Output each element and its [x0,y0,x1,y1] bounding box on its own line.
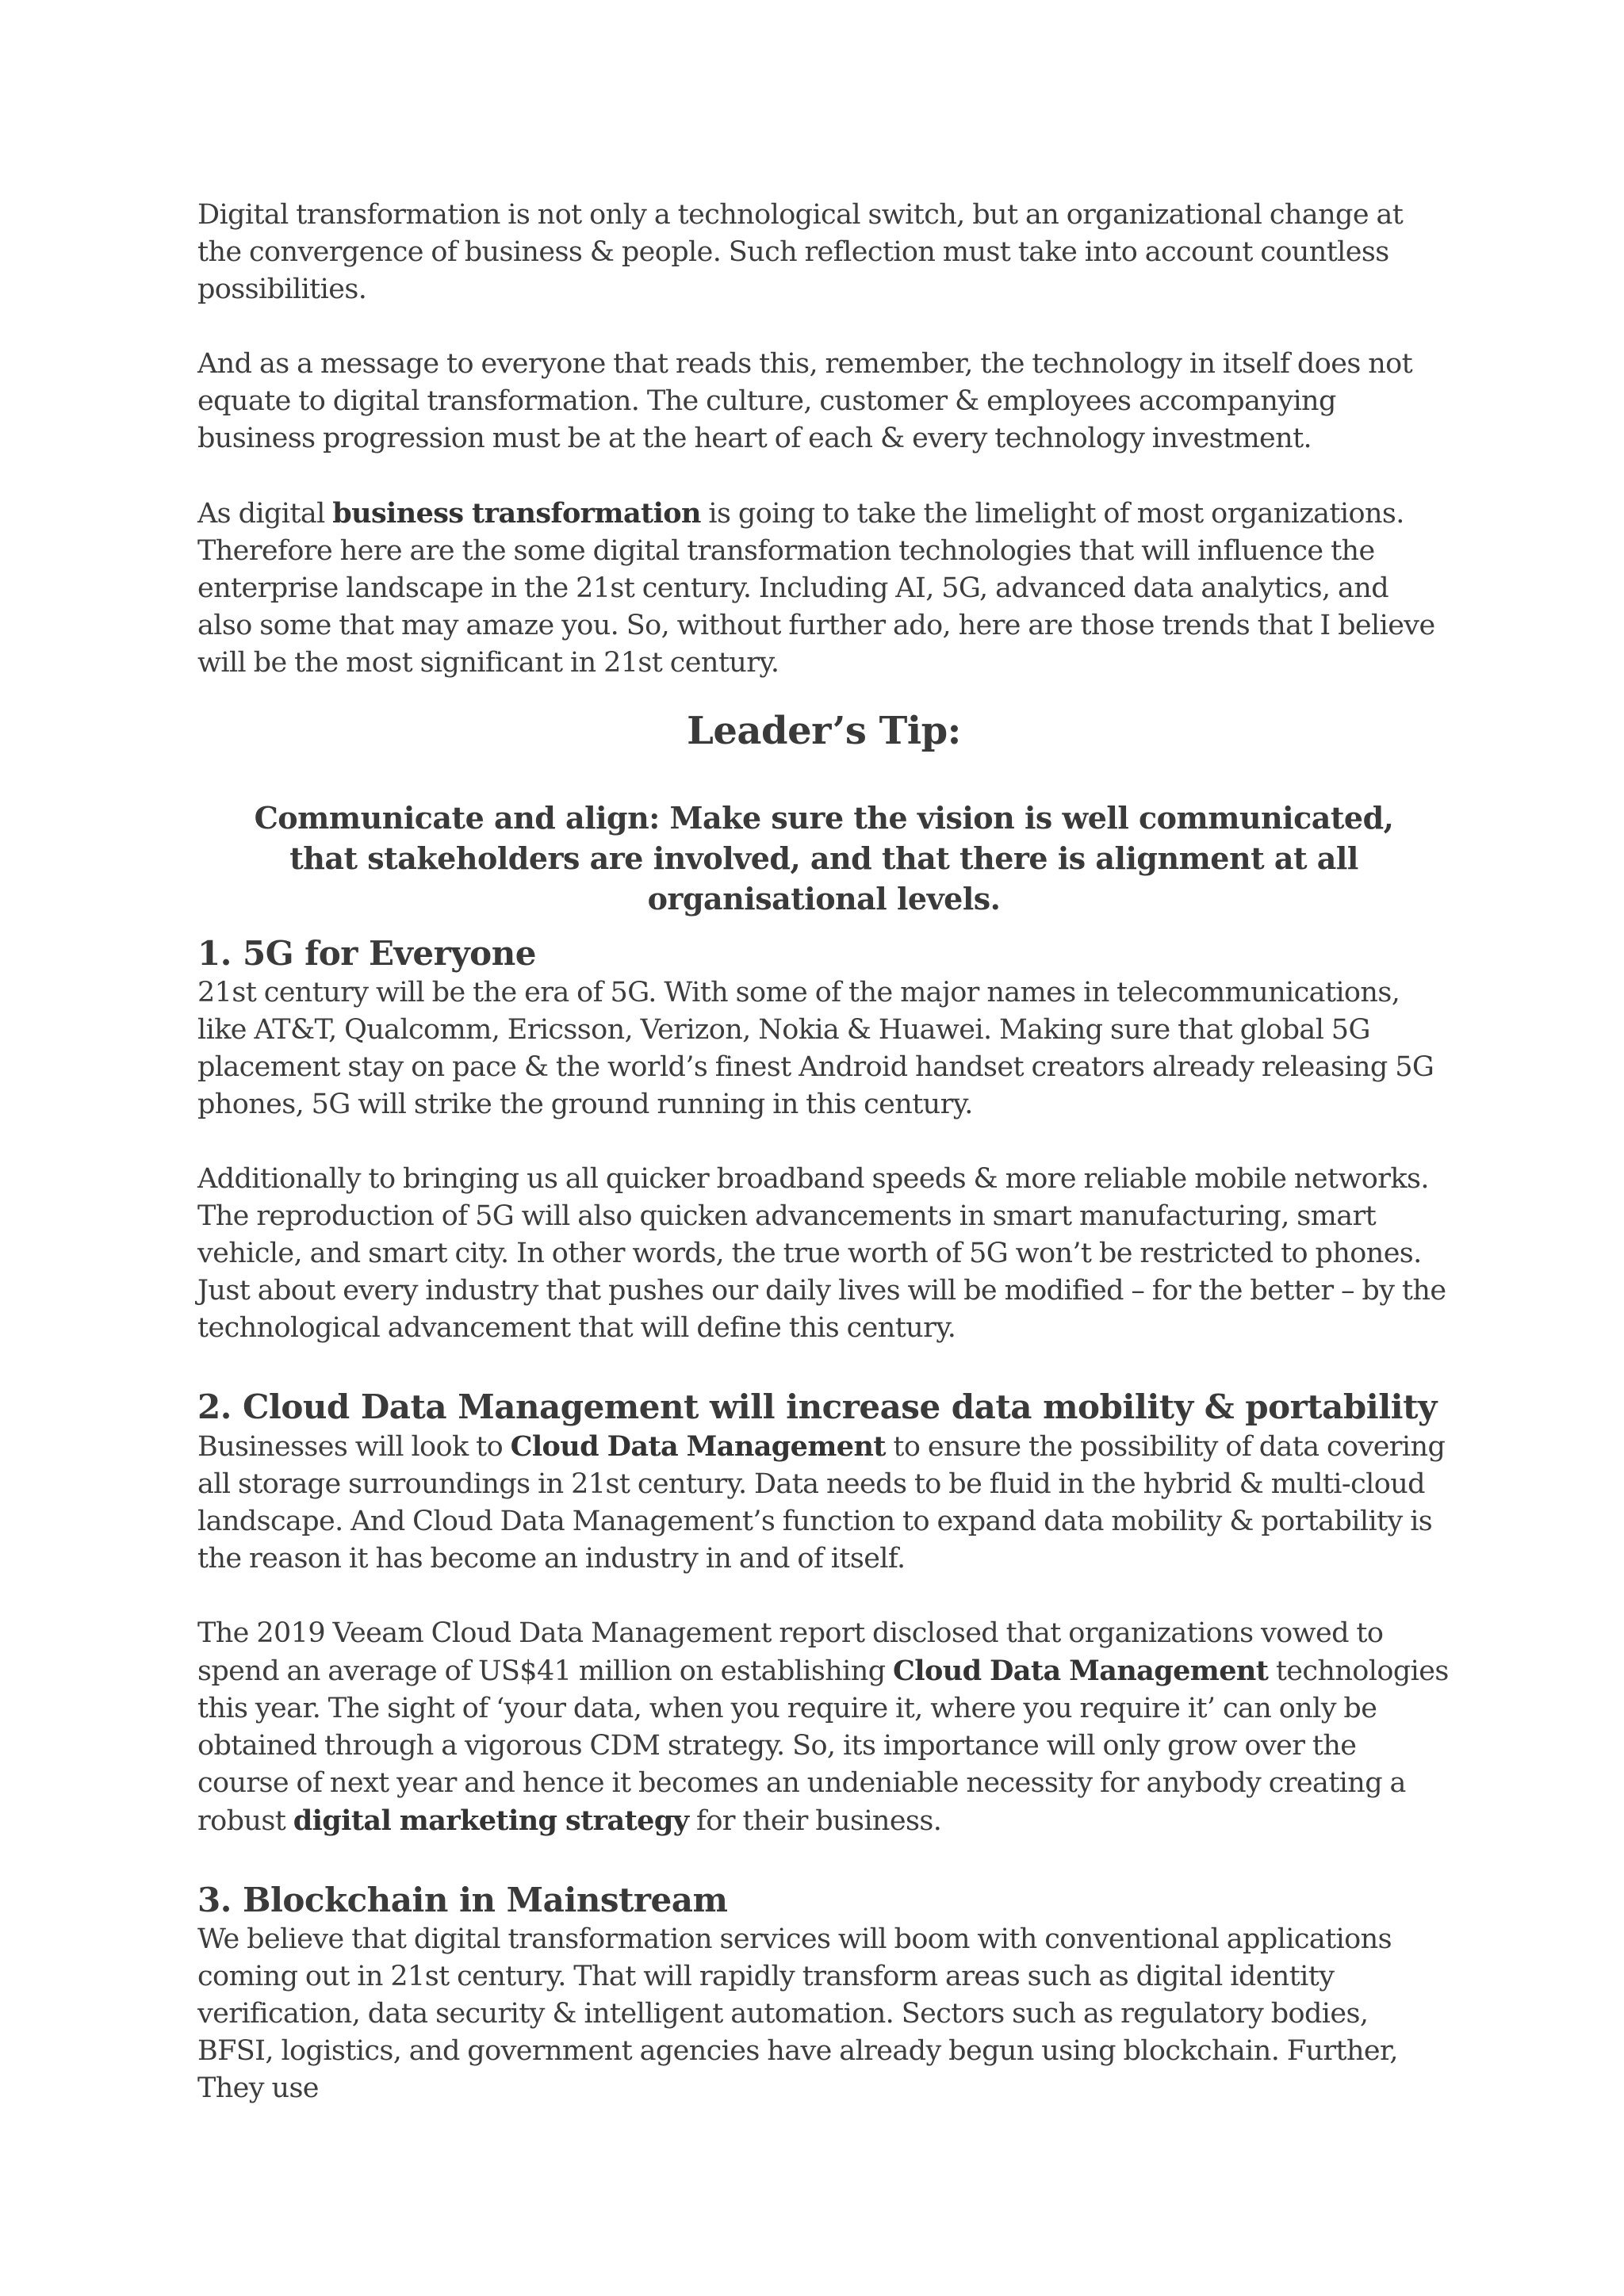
section-2-p1-after: to ensure the possibility of data covering all storage surroundings in 21st century. Data needs to be fluid in the hybrid & multi-cloud landscape. And Cloud Data Management’s function to expand data mobility & portability is the reason it has become an industry in and of itself. [197,1431,1446,1575]
leaders-tip-text: Communicate and align: Make sure the vision is well communicated, that stakeholders are involved, and that there is alignment at all organisational levels. [254,800,1394,916]
intro-paragraph-3-after: is going to take the limelight of most organizations. Therefore here are the some digital transformation technologies that will influence the enterprise landscape in the 21st century. Including AI, 5G, advanced data analytics, and also some that may amaze you. So, without further ado, here are those trends that I believe will be the most significant in 21st century. [197,498,1435,679]
section-2-p2-c: for their business. [688,1805,942,1837]
digital-marketing-strategy-bold: digital marketing strategy [293,1804,689,1837]
cloud-data-management-bold-2: Cloud Data Management [893,1655,1269,1687]
intro-paragraph-2: And as a message to everyone that reads this, remember, the technology in itself does not equate to digital transformation. The culture, customer & employees accompanying business progression must be at the heart of each & every technology investment. [197,348,1413,454]
section-1-paragraph-1: 21st century will be the era of 5G. With some of the major names in telecommunications, like AT&T, Qualcomm, Ericsson, Verizon, Nokia & Huawei. Making sure that global 5G placement stay on pace & the world’s finest Android handset creators already releasing 5G phones, 5G will strike the ground running in this century. [197,977,1434,1120]
section-2-paragraph-2 [197,1615,1450,1840]
cloud-data-management-bold-1: Cloud Data Management [510,1430,886,1463]
section-3-heading: 3. Blockchain in Mainstream [197,1881,728,1919]
leaders-tip-title: Leader’s Tip: [687,709,961,753]
section-2-p1-before: Businesses will look to [197,1431,511,1463]
intro-paragraph-1: Digital transformation is not only a technological switch, but an organizational change at the convergence of business & people. Such reflection must take into account countless possibilities. [197,199,1404,305]
section-1-paragraph-2: Additionally to bringing us all quicker broadband speeds & more reliable mobile networks. The reproduction of 5G will also quicken advancements in smart manufacturing, smart vehicle, and smart city. In other words, the true worth of 5G won’t be restricted to phones. Just about every industry that pushes our daily lives will be modified – for the better – by the technological advancement that will define this century. [197,1163,1446,1344]
section-2-heading: 2. Cloud Data Management will increase data mobility & portability [197,1387,1437,1426]
document-page [197,197,1450,2107]
section-3-paragraph-1: We believe that digital transformation services will boom with conventional applications coming out in 21st century. That will rapidly transform areas such as digital identity verification, data security & intelligent automation. Sectors such as regulatory bodies, BFSI, logistics, and government agencies have already begun using blockchain. Further, They use [197,1923,1398,2104]
section-2-p2-a: The 2019 Veeam Cloud Data Management report disclosed that organizations vowed to spend an average of US$41 million on establishing [197,1617,1384,1687]
section-2-paragraph-1 [197,1428,1450,1578]
section-2-p2-b: technologies this year. The sight of ‘your data, when you require it, where you require it’ can only be obtained through a vigorous CDM strategy. So, its importance will only grow over the course of next year and hence it becomes an undeniable necessity for anybody creating a robust [197,1655,1449,1837]
business-transformation-bold: business transformation [332,497,701,530]
intro-paragraph-3-before: As digital [197,498,333,530]
section-1-heading: 1. 5G for Everyone [197,934,536,973]
intro-paragraph-3 [197,495,1450,682]
